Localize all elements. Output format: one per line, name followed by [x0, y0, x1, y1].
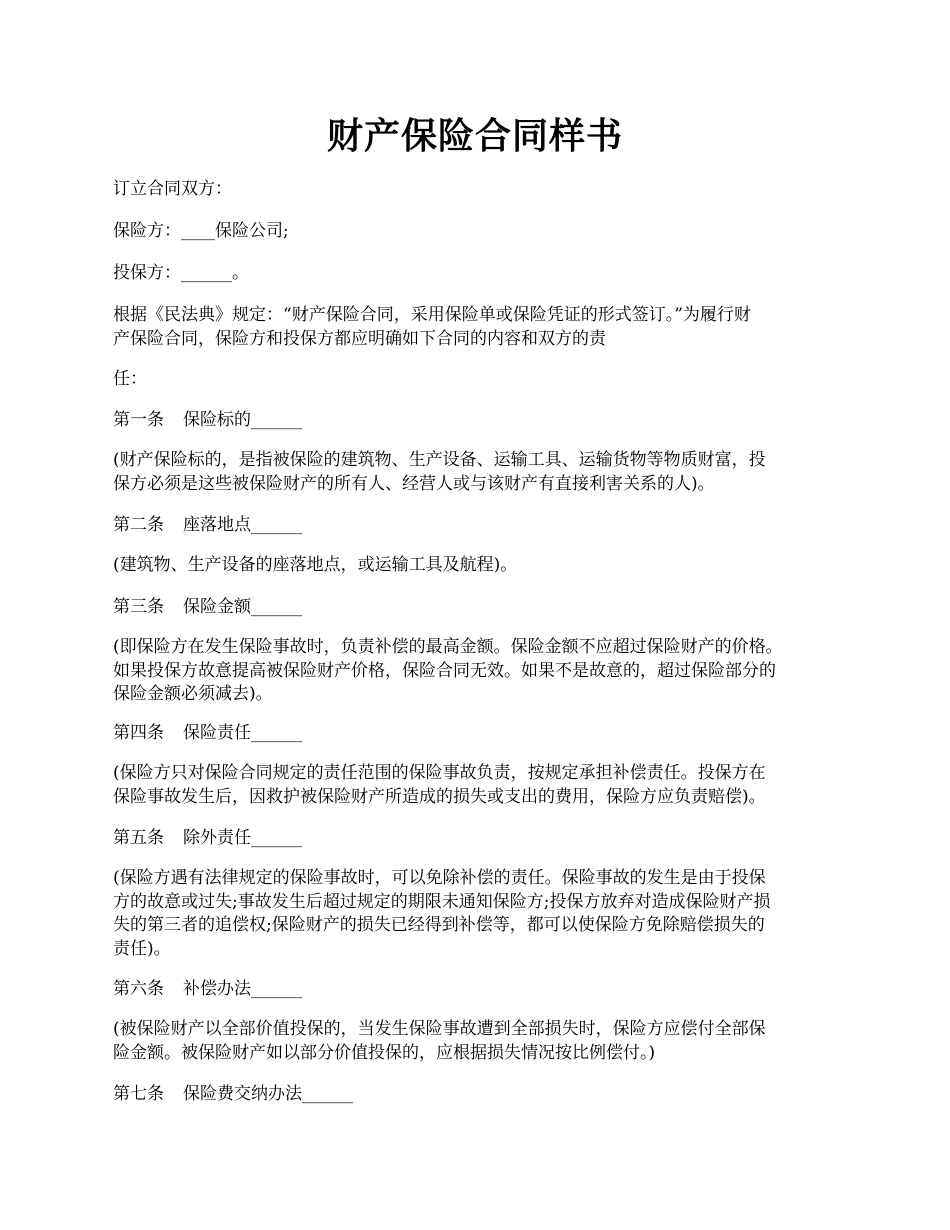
article-number: 第五条: [113, 828, 164, 848]
note-line: 失的第三者的追偿权;保险财产的损失已经得到补偿等，都可以使保险方免除赔偿损失的: [113, 915, 765, 935]
article-title: 补偿办法______: [183, 979, 302, 999]
article-title: 保险标的______: [183, 410, 302, 430]
intro-text: 订立合同双方：: [113, 179, 232, 199]
article-note: [113, 762, 841, 809]
document-title: 财产保险合同样书: [326, 115, 623, 157]
article-number: 第七条: [113, 1084, 164, 1104]
article-heading: [113, 827, 841, 851]
insured-line: 投保方：______。: [113, 263, 249, 283]
note-line: 方的故意或过失;事故发生后超过规定的期限未通知保险方;投保方放弃对造成保险财产损: [113, 891, 771, 912]
note-line: 保险金额必须减去)。: [113, 684, 273, 704]
article-number: 第一条: [113, 410, 164, 430]
note-line: 责任)。: [113, 938, 171, 959]
article-heading: [113, 978, 841, 1002]
article-title: 保险金额______: [183, 597, 302, 617]
insurer-line: 保险方：____保险公司;: [113, 221, 289, 241]
article-title: 座落地点______: [183, 515, 302, 535]
note-line: (保险方遇有法律规定的保险事故时，可以免除补偿的责任。保险事故的发生是由于投保: [113, 868, 766, 888]
legal-basis-continuation: 任：: [113, 369, 147, 389]
article-number: 第四条: [113, 723, 164, 743]
article-number: 第二条: [113, 515, 164, 535]
note-line: (即保险方在发生保险事故时，负责补偿的最高金额。保险金额不应超过保险财产的价格。: [113, 637, 783, 657]
note-line: (建筑物、生产设备的座落地点，或运输工具及航程)。: [113, 555, 518, 575]
article-heading: [113, 722, 841, 746]
article-title: 保险责任______: [183, 723, 302, 743]
article-heading: [113, 1083, 841, 1107]
article-title: 保险费交纳办法______: [183, 1084, 353, 1104]
article-note: [113, 449, 841, 496]
legal-basis-line: 产保险合同，保险方和投保方都应明确如下合同的内容和双方的责: [113, 328, 606, 349]
note-line: (被保险财产以全部价值投保的，当发生保险事故遭到全部损失时，保险方应偿付全部保: [113, 1019, 766, 1039]
article-heading: [113, 409, 841, 433]
note-line: (保险方只对保险合同规定的责任范围的保险事故负责，按规定承担补偿责任。投保方在: [113, 763, 766, 783]
article-note: [113, 867, 841, 961]
note-line: 保险事故发生后，因救护被保险财产所造成的损失或支出的费用，保险方应负责赔偿)。: [113, 786, 766, 807]
article-note: [113, 1018, 841, 1065]
legal-basis-line: 根据《民法典》规定：“财产保险合同，采用保险单或保险凭证的形式签订。”为履行财: [113, 305, 751, 325]
note-line: 险金额。被保险财产如以部分价值投保的，应根据损失情况按比例偿付。): [113, 1042, 656, 1063]
note-line: (财产保险标的，是指被保险的建筑物、生产设备、运输工具、运输货物等物质财富，投: [113, 450, 766, 470]
article-heading: [113, 514, 841, 538]
article-heading: [113, 596, 841, 620]
article-note: [113, 554, 841, 578]
note-line: 如果投保方故意提高被保险财产价格，保险合同无效。如果不是故意的，超过保险部分的: [113, 660, 776, 681]
article-number: 第六条: [113, 979, 164, 999]
legal-basis-paragraph: [113, 304, 841, 351]
article-note: [113, 636, 841, 707]
note-line: 保方必须是这些被保险财产的所有人、经营人或与该财产有直接利害关系的人)。: [113, 473, 715, 494]
article-title: 除外责任______: [183, 828, 302, 848]
article-number: 第三条: [113, 597, 164, 617]
